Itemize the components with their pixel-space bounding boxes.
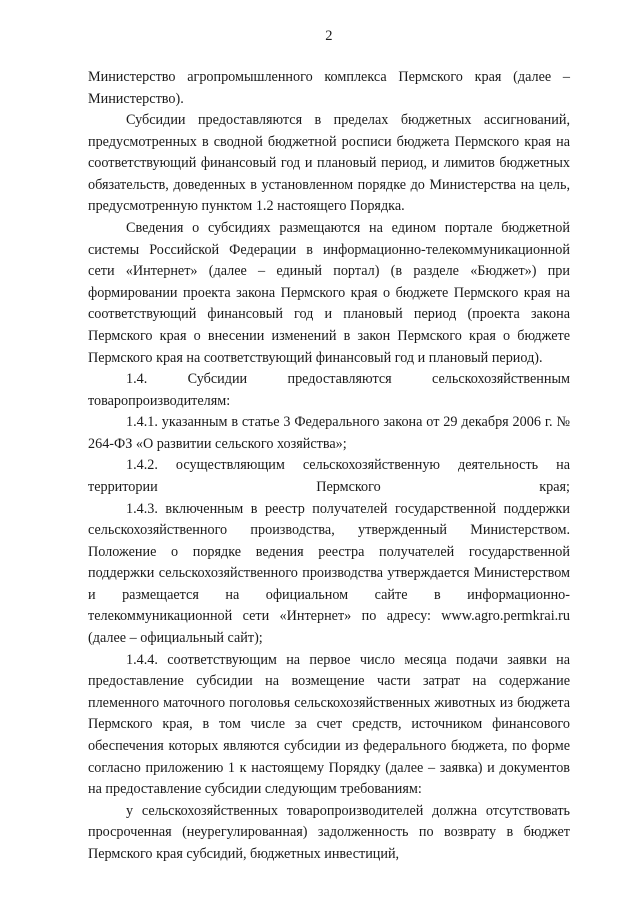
page-number: 2 [325, 28, 333, 44]
paragraph-clause-1-4: 1.4. Субсидии предоставляются сельскохозяйственным товаропроизводителям: [88, 371, 570, 409]
document-body [88, 67, 570, 865]
paragraph-subsidies-limits: Субсидии предоставляются в пределах бюджетных ассигнований, предусмотренных в сводной бюджетной росписи бюджета Пермского края на соответствующий финансовый год и плановый период, и лимитов бюджетных обязательств, доведенных в установленном порядке до Министерства на цель, предусмотренную пунктом 1.2 настоящего Порядка. [88, 112, 570, 215]
paragraph-clause-1-4-1: 1.4.1. указанным в статье 3 Федерального закона от 29 декабря 2006 г. № 264-ФЗ «О развитии сельского хозяйства»; [88, 414, 570, 452]
paragraph-information-portal: Сведения о субсидиях размещаются на едином портале бюджетной системы Российской Федерации в информационно-телекоммуникационной сети «Интернет» (далее – единый портал) (в разделе «Бюджет») при формировании проекта закона Пермского края о бюджете Пермского края на соответствующий финансовый год и плановый период (проекта закона Пермского края о внесении изменений в закон Пермского края о бюджете Пермского края на соответствующий финансовый год и плановый период). [88, 220, 570, 366]
paragraph-clause-1-4-2: 1.4.2. осуществляющим сельскохозяйственную деятельность на территории Пермского края; [88, 457, 570, 495]
paragraph-requirement-debt: у сельскохозяйственных товаропроизводителей должна отсутствовать просроченная (неурегулированная) задолженность по возврату в бюджет Пермского края субсидий, бюджетных инвестиций, [88, 802, 570, 862]
paragraph-clause-1-4-4: 1.4.4. соответствующим на первое число месяца подачи заявки на предоставление субсидии на возмещение части затрат на содержание племенного маточного поголовья сельскохозяйственных животных из бюджета Пермского края, в том числе за счет средств, источником финансового обеспечения которых являются субсидии из федерального бюджета, по форме согласно приложению 1 к настоящему Порядку (далее – заявка) и документов на предоставление субсидии следующим требованиям: [88, 651, 570, 798]
paragraph-ministry-definition: Министерство агропромышленного комплекса Пермского края (далее – Министерство). [88, 69, 570, 107]
paragraph-clause-1-4-3: 1.4.3. включенным в реестр получателей государственной поддержки сельскохозяйственного производства, утвержденный Министерством. Положение о порядке ведения реестра получателей государственной поддержки сельскохозяйственного производства утверждается Министерством и размещается на официальном сайте в информационно-телекоммуникационной сети «Интернет» по адресу: www.agro.permkrai.ru (далее – официальный сайт); [88, 500, 570, 647]
